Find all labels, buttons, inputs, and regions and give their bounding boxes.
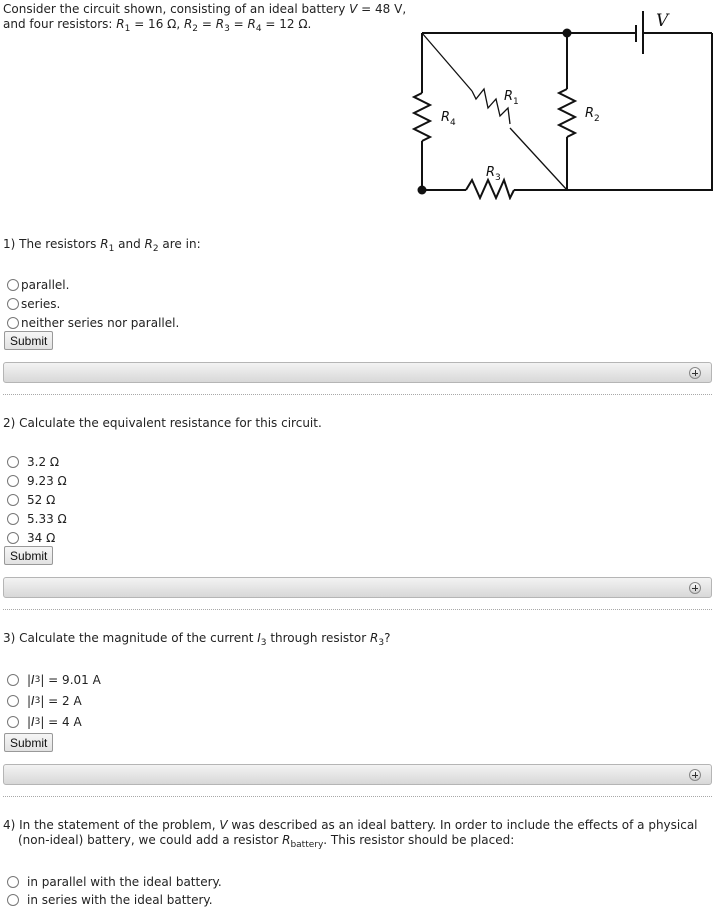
svg-text:R1: $R_1$: [504, 89, 519, 107]
q3-submit-button[interactable]: Submit: [4, 733, 53, 752]
radio-button[interactable]: [7, 513, 19, 525]
q3-option-2[interactable]: | I 3 | = 2 A: [7, 692, 82, 709]
q1-option-series[interactable]: series.: [7, 295, 60, 312]
q1-hint-bar[interactable]: [3, 362, 712, 383]
radio-button[interactable]: [7, 674, 19, 686]
q2-option-4[interactable]: 5.33 Ω: [7, 510, 67, 527]
q2-option-2[interactable]: 9.23 Ω: [7, 472, 67, 489]
radio-button[interactable]: [7, 716, 19, 728]
q1-option-neither[interactable]: neither series nor parallel.: [7, 314, 179, 331]
q4-option-series[interactable]: in series with the ideal battery.: [7, 891, 213, 908]
q3-hint-bar[interactable]: [3, 764, 712, 785]
divider: [3, 609, 712, 610]
radio-button[interactable]: [7, 494, 19, 506]
q2-option-1[interactable]: 3.2 Ω: [7, 453, 59, 470]
node-bottom-left: [418, 186, 427, 195]
q2-option-5[interactable]: 34 Ω: [7, 529, 55, 546]
svg-text:V: V: [656, 11, 669, 31]
q1-submit-button[interactable]: Submit: [4, 331, 53, 350]
q3-option-1[interactable]: | I 3 | = 9.01 A: [7, 671, 101, 688]
radio-button[interactable]: [7, 532, 19, 544]
q2-hint-bar[interactable]: [3, 577, 712, 598]
plus-circle-icon[interactable]: [689, 582, 701, 594]
radio-button[interactable]: [7, 317, 19, 329]
svg-text:R3: $R_3$: [486, 165, 501, 183]
q2-submit-button[interactable]: Submit: [4, 546, 53, 565]
plus-circle-icon[interactable]: [689, 769, 701, 781]
svg-text:R2: $R_2$: [585, 106, 600, 124]
q2-option-3[interactable]: 52 Ω: [7, 491, 55, 508]
problem-statement: [3, 2, 406, 32]
question-1-prompt: 1) The resistors $R_1$ and $R_2$ are in:: [3, 237, 201, 254]
radio-button[interactable]: [7, 475, 19, 487]
question-3-prompt: 3) Calculate the magnitude of the current $I_3$ through resistor $R_3$?: [3, 631, 391, 648]
radio-button[interactable]: [7, 456, 19, 468]
node-top: [563, 29, 572, 38]
radio-button[interactable]: [7, 695, 19, 707]
divider: [3, 796, 712, 797]
q1-option-parallel[interactable]: parallel.: [7, 276, 69, 293]
plus-circle-icon[interactable]: [689, 367, 701, 379]
divider: [3, 394, 712, 395]
radio-button[interactable]: [7, 298, 19, 310]
q3-option-3[interactable]: | I 3 | = 4 A: [7, 713, 82, 730]
radio-button[interactable]: [7, 279, 19, 291]
svg-text:R4: $R_4$: [441, 110, 456, 128]
radio-button[interactable]: [7, 876, 19, 888]
q4-option-parallel[interactable]: in parallel with the ideal battery.: [7, 873, 222, 890]
circuit-diagram: [410, 0, 724, 200]
question-4-prompt: 4) In the statement of the problem, V was described as an ideal battery. In order to include the effects of a physical (non-ideal) battery, we could add a resistor $R_{battery}$. This resistor should be placed:: [3, 818, 698, 850]
intro-line-1: Consider the circuit shown, consisting of an ideal battery V = 48 V,: [3, 2, 407, 16]
intro-line-2: and four resistors: $R_1 = 16$ Ω, $R_2 = R_3 = R_4 = 12$ Ω.: [3, 17, 312, 34]
question-2-prompt: 2) Calculate the equivalent resistance for this circuit.: [3, 416, 322, 430]
